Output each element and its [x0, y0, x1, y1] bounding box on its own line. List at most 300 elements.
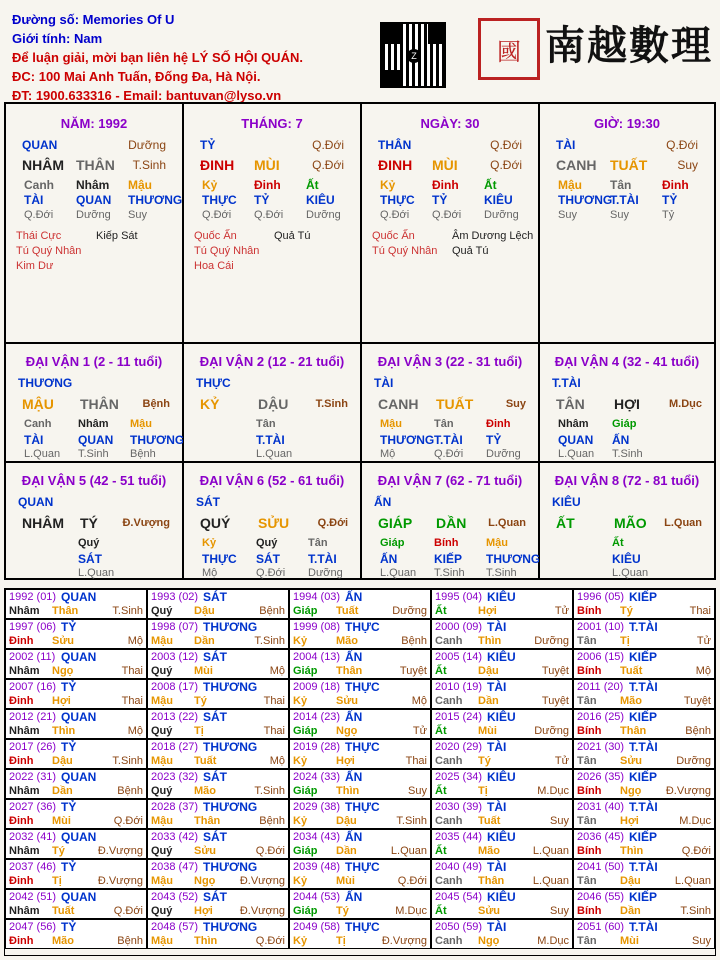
dai-van-branch: SỬU [258, 515, 290, 531]
hidden-stem: Tân [308, 537, 328, 549]
pillar-cell [5, 103, 183, 343]
year-stem: Đinh [9, 755, 34, 767]
year-stage: Tuyệt [399, 665, 427, 677]
name-label: Đường số: [12, 12, 80, 27]
star-label: Tú Quý Nhân [16, 245, 82, 257]
year-stem: Kỷ [293, 755, 308, 767]
year-stage: Thai [405, 755, 427, 767]
year-stage: Thai [689, 605, 711, 617]
year-branch: Mão [52, 935, 74, 947]
hidden-stem: Tân [434, 418, 454, 430]
hidden-stage: Dưỡng [308, 567, 343, 579]
year-god: KIẾP [629, 710, 658, 724]
pillar-title: THÁNG: 7 [241, 116, 303, 131]
year-stem: Ất [435, 665, 447, 677]
year-label: 2019 (28) [293, 741, 341, 753]
year-branch: Hợi [620, 815, 639, 827]
year-stem: Mậu [151, 755, 173, 767]
year-branch: Tý [194, 695, 207, 707]
star-label: Tú Quý Nhân [372, 245, 438, 257]
hidden-god: QUAN [76, 193, 112, 207]
year-cell [147, 889, 289, 919]
year-cell [5, 739, 147, 769]
hidden-stem: Đinh [662, 178, 689, 192]
year-cell [5, 769, 147, 799]
year-label: 2008 (17) [151, 681, 199, 693]
year-label: 1992 (01) [9, 591, 57, 603]
year-stem: Canh [435, 815, 463, 827]
star-label: Quả Tú [452, 245, 489, 257]
year-branch: Thân [336, 665, 363, 677]
year-stem: Nhâm [9, 725, 40, 737]
year-branch: Mùi [478, 725, 497, 737]
year-god: THƯƠNG [203, 800, 258, 814]
year-god: QUAN [61, 710, 97, 724]
year-branch: Ngọ [478, 935, 500, 947]
year-god: TÀI [487, 860, 507, 874]
pillar-branch: TUẤT [610, 157, 648, 173]
year-label: 1997 (06) [9, 621, 57, 633]
hidden-stage: Q.Đới [432, 209, 462, 221]
hidden-stem: Tân [256, 418, 276, 430]
year-stage: Bệnh [401, 635, 427, 647]
hidden-god: KIÊU [612, 552, 641, 566]
dai-van-god: THƯƠNG [18, 376, 73, 390]
year-branch: Sửu [620, 755, 643, 767]
year-branch: Hợi [52, 695, 71, 707]
year-branch: Mão [478, 845, 500, 857]
year-stage: Suy [550, 905, 569, 917]
year-branch: Tuất [52, 905, 75, 917]
dai-van-god: TÀI [374, 376, 394, 390]
year-branch: Thìn [194, 935, 218, 947]
year-stage: Thai [121, 665, 143, 677]
year-stage: Mộ [127, 725, 143, 737]
year-label: 2006 (15) [577, 651, 625, 663]
year-god: TÀI [487, 740, 507, 754]
hidden-god: ẤN [380, 552, 398, 566]
year-branch: Tị [620, 635, 630, 647]
year-label: 2041 (50) [577, 861, 625, 873]
hidden-god: TỶ [662, 193, 678, 207]
year-label: 2022 (31) [9, 771, 57, 783]
year-branch: Sửu [194, 845, 217, 857]
year-god: T.TÀI [629, 800, 658, 814]
year-branch: Tị [336, 935, 346, 947]
dai-van-stage: L.Quan [488, 517, 526, 529]
year-stem: Nhâm [9, 845, 40, 857]
hidden-god: TỶ [432, 193, 448, 207]
pillar-stage-top: Dưỡng [128, 138, 166, 152]
year-label: 2012 (21) [9, 711, 57, 723]
hidden-stem: Mậu [128, 178, 152, 192]
hidden-stage: L.Quan [612, 567, 649, 579]
year-label: 2027 (36) [9, 801, 57, 813]
pillar-god: QUAN [22, 138, 58, 152]
year-label: 2013 (22) [151, 711, 199, 723]
year-label: 2043 (52) [151, 891, 199, 903]
year-label: 2000 (09) [435, 621, 483, 633]
year-cell [289, 859, 431, 889]
year-stage: Q.Đới [255, 935, 285, 947]
dai-van-god: KIÊU [552, 495, 581, 509]
star-label: Quốc Ấn [372, 230, 415, 242]
year-label: 1995 (04) [435, 591, 483, 603]
year-cell [147, 769, 289, 799]
star-label: Âm Dương Lệch [452, 230, 534, 242]
year-stage: Q.Đới [113, 815, 143, 827]
year-stem: Ất [435, 905, 447, 917]
hidden-stem: Canh [24, 418, 52, 430]
year-label: 2036 (45) [577, 831, 625, 843]
year-god: THỰC [345, 860, 380, 874]
year-label: 2021 (30) [577, 741, 625, 753]
dai-van-stage: Bệnh [142, 398, 170, 410]
year-branch: Dậu [336, 815, 357, 827]
dai-van-stage: L.Quan [664, 517, 702, 529]
year-god: TÀI [487, 620, 507, 634]
year-cell [431, 589, 573, 619]
year-stem: Giáp [293, 725, 318, 737]
year-label: 1993 (02) [151, 591, 199, 603]
year-branch: Tuất [478, 815, 501, 827]
pillar-stage-mid: Q.Đới [490, 158, 522, 172]
year-stage: T.Sinh [112, 605, 143, 617]
year-god: KIẾP [629, 830, 658, 844]
year-stage: Tuyệt [541, 695, 569, 707]
year-cell [431, 679, 573, 709]
year-stem: Tân [577, 635, 597, 647]
star-label: Quả Tú [274, 230, 311, 242]
year-god: QUAN [61, 650, 97, 664]
hidden-stem: Giáp [612, 418, 637, 430]
year-stem: Quý [151, 725, 173, 737]
year-cell [573, 769, 715, 799]
year-stem: Tân [577, 755, 597, 767]
year-branch: Thân [620, 725, 647, 737]
year-stem: Tân [577, 875, 597, 887]
hidden-stage: Q.Đới [202, 209, 232, 221]
year-god: QUAN [61, 770, 97, 784]
year-cell [573, 829, 715, 859]
hidden-stage: Suy [128, 209, 147, 221]
header [0, 0, 720, 103]
year-stem: Ất [435, 845, 447, 857]
year-god: T.TÀI [629, 620, 658, 634]
year-cell [573, 619, 715, 649]
year-label: 2035 (44) [435, 831, 483, 843]
dai-van-title: ĐẠI VẬN 8 (72 - 81 tuổi) [554, 473, 700, 488]
year-god: TÀI [487, 680, 507, 694]
year-stage: Q.Đới [113, 905, 143, 917]
year-label: 2049 (58) [293, 921, 341, 933]
year-god: TÀI [487, 920, 507, 934]
year-cell [147, 799, 289, 829]
year-cell [289, 889, 431, 919]
year-cell [147, 919, 289, 949]
year-stage: Đ.Vượng [381, 935, 427, 947]
year-branch: Sửu [478, 905, 501, 917]
dai-van-stage: Suy [505, 398, 526, 410]
year-stem: Đinh [9, 815, 34, 827]
address-line: ĐC: 100 Mai Anh Tuấn, Đống Đa, Hà Nội. [12, 69, 261, 84]
year-branch: Ngọ [620, 785, 642, 797]
year-cell [431, 769, 573, 799]
year-branch: Thân [52, 605, 79, 617]
year-label: 2020 (29) [435, 741, 483, 753]
dai-van-title: ĐẠI VẬN 3 (22 - 31 tuổi) [377, 354, 523, 369]
dai-van-cell [539, 462, 715, 579]
year-stem: Ất [435, 605, 447, 617]
year-god: TỶ [61, 740, 77, 754]
hidden-stage: L.Quan [380, 567, 417, 579]
year-stage: Suy [550, 815, 569, 827]
year-branch: Tuất [194, 755, 217, 767]
qr-code-icon: Z [380, 22, 446, 88]
hidden-stem: Mậu [130, 418, 152, 430]
year-cell [573, 649, 715, 679]
star-label: Tú Quý Nhân [194, 245, 260, 257]
hidden-god: THỰC [380, 193, 415, 207]
year-branch: Thìn [620, 845, 644, 857]
pillar-stage-mid: Suy [677, 158, 698, 172]
hidden-god: T.TÀI [308, 552, 337, 566]
pillar-cell [361, 103, 539, 343]
dai-van-branch: TÝ [80, 515, 98, 531]
year-label: 2001 (10) [577, 621, 625, 633]
dai-van-stem: ẤT [556, 515, 575, 531]
year-stage: Đ.Vượng [239, 875, 285, 887]
year-stage: Tử [412, 725, 427, 737]
year-cell [573, 889, 715, 919]
hidden-stem: Đinh [486, 418, 511, 430]
year-stem: Bính [577, 905, 602, 917]
hidden-stage: Q.Đới [434, 448, 464, 460]
year-label: 2011 (20) [577, 681, 624, 693]
hidden-stage: Dưỡng [76, 209, 111, 221]
year-stage: Tử [554, 605, 569, 617]
year-stem: Đinh [9, 875, 34, 887]
year-cell [431, 739, 573, 769]
year-god: KIẾP [629, 650, 658, 664]
year-stem: Đinh [9, 695, 34, 707]
hidden-stem: Giáp [380, 537, 405, 549]
year-cell [573, 739, 715, 769]
year-branch: Mùi [52, 815, 71, 827]
year-branch: Tị [194, 725, 204, 737]
year-stem: Quý [151, 905, 173, 917]
year-label: 1994 (03) [293, 591, 341, 603]
year-stem: Quý [151, 845, 173, 857]
dai-van-stem: NHÂM [22, 515, 64, 531]
year-god: QUAN [61, 890, 97, 904]
hidden-stem: Nhâm [76, 178, 110, 192]
year-cell [289, 799, 431, 829]
hidden-god: TỶ [486, 433, 502, 447]
pillar-branch: MÙI [254, 157, 280, 173]
year-cell [5, 709, 147, 739]
year-stem: Kỷ [293, 815, 308, 827]
hidden-stem: Kỷ [202, 537, 217, 549]
dai-van-stage: M.Dục [669, 398, 702, 410]
year-branch: Dậu [52, 755, 73, 767]
year-label: 2047 (56) [9, 921, 57, 933]
hidden-stage: Mộ [202, 567, 218, 579]
year-branch: Thìn [52, 725, 76, 737]
brand-logo: 南越數理 [545, 22, 713, 69]
year-cell [431, 919, 573, 949]
pillar-god: TỶ [200, 138, 216, 152]
hidden-god: KIÊU [484, 193, 513, 207]
year-stage: L.Quan [674, 875, 711, 887]
phone-email-line: ĐT: 1900.633316 - Email: bantuvan@lyso.vn [12, 88, 282, 103]
year-label: 2051 (60) [577, 921, 625, 933]
year-god: SÁT [203, 710, 227, 724]
year-god: KIÊU [487, 890, 516, 904]
year-branch: Tị [52, 875, 62, 887]
year-label: 2024 (33) [293, 771, 341, 783]
year-branch: Mão [336, 635, 358, 647]
year-branch: Tị [478, 785, 488, 797]
year-branch: Hợi [478, 605, 497, 617]
year-label: 2003 (12) [151, 651, 199, 663]
year-cell [5, 649, 147, 679]
star-label: Kiếp Sát [96, 230, 138, 242]
year-cell [289, 739, 431, 769]
hidden-stem: Quý [256, 537, 278, 549]
pillar-cell [539, 103, 715, 343]
year-stem: Bính [577, 665, 602, 677]
year-god: ẤN [345, 770, 363, 784]
dai-van-god: THỰC [196, 376, 231, 390]
hidden-stage: Q.Đới [24, 209, 54, 221]
dai-van-branch: TUẤT [436, 396, 474, 412]
year-god: SÁT [203, 770, 227, 784]
year-cell [289, 589, 431, 619]
year-god: QUAN [61, 830, 97, 844]
year-label: 2044 (53) [293, 891, 341, 903]
hidden-stage: L.Quan [558, 448, 595, 460]
hidden-stem: Nhâm [558, 418, 589, 430]
hidden-god: T.TÀI [256, 433, 285, 447]
hidden-stem: Ất [612, 537, 624, 549]
dai-van-cell [361, 343, 539, 462]
year-cell [147, 709, 289, 739]
year-label: 2007 (16) [9, 681, 57, 693]
year-god: KIÊU [487, 590, 516, 604]
year-god: T.TÀI [629, 680, 658, 694]
year-branch: Mùi [336, 875, 355, 887]
hidden-god: QUAN [78, 433, 114, 447]
star-label: Thái Cực [16, 230, 62, 242]
gender-value: Nam [73, 31, 103, 46]
year-label: 2030 (39) [435, 801, 483, 813]
year-branch: Mão [194, 785, 216, 797]
year-cell [147, 739, 289, 769]
hidden-stage: L.Quan [24, 448, 61, 460]
dai-van-god: SÁT [196, 495, 220, 509]
year-label: 2039 (48) [293, 861, 341, 873]
hidden-stage: L.Quan [78, 567, 115, 579]
year-stem: Mậu [151, 875, 173, 887]
year-cell [573, 919, 715, 949]
year-stem: Mậu [151, 635, 173, 647]
year-label: 2048 (57) [151, 921, 199, 933]
year-stage: Bệnh [259, 605, 285, 617]
year-god: THƯƠNG [203, 620, 258, 634]
pillar-title: GIỜ: 19:30 [593, 116, 660, 131]
year-label: 2009 (18) [293, 681, 341, 693]
year-stage: Suy [692, 935, 711, 947]
hidden-stem: Đinh [432, 178, 459, 192]
year-stage: T.Sinh [254, 785, 285, 797]
year-god: SÁT [203, 590, 227, 604]
dai-van-stem: QUÝ [200, 515, 231, 531]
year-god: T.TÀI [629, 740, 658, 754]
dai-van-stem: TÂN [556, 396, 585, 412]
year-label: 2010 (19) [435, 681, 483, 693]
hidden-stem: Nhâm [78, 418, 109, 430]
year-cell [289, 769, 431, 799]
year-label: 2025 (34) [435, 771, 483, 783]
year-stage: Suy [408, 785, 427, 797]
year-stem: Canh [435, 635, 463, 647]
hidden-god: QUAN [558, 433, 594, 447]
hidden-god: THƯƠNG [128, 193, 183, 207]
hidden-stem: Tân [610, 178, 632, 192]
year-god: TỶ [61, 860, 77, 874]
year-label: 2032 (41) [9, 831, 57, 843]
pillar-branch: THÂN [76, 157, 115, 173]
dai-van-title: ĐẠI VẬN 2 (12 - 21 tuổi) [199, 354, 345, 369]
hidden-stem: Ất [484, 178, 497, 192]
year-branch: Dậu [478, 665, 499, 677]
year-god: SÁT [203, 650, 227, 664]
info-block [12, 10, 303, 105]
year-stem: Giáp [293, 905, 318, 917]
year-label: 2028 (37) [151, 801, 199, 813]
hidden-god: SÁT [256, 552, 280, 566]
star-label: Hoa Cái [194, 260, 234, 272]
year-label: 2038 (47) [151, 861, 199, 873]
year-branch: Dần [194, 635, 215, 647]
pillar-stage-mid: Q.Đới [312, 158, 344, 172]
year-stem: Đinh [9, 935, 34, 947]
year-god: KIẾP [629, 890, 658, 904]
year-stage: T.Sinh [112, 755, 143, 767]
year-god: KIẾP [629, 590, 658, 604]
dai-van-stage: T.Sinh [315, 398, 348, 410]
dai-van-title: ĐẠI VẬN 7 (62 - 71 tuổi) [377, 473, 523, 488]
year-god: TỶ [61, 800, 77, 814]
year-stage: Bệnh [685, 725, 711, 737]
year-branch: Dậu [620, 875, 641, 887]
year-branch: Tý [620, 605, 633, 617]
year-label: 1999 (08) [293, 621, 341, 633]
dai-van-stem: CANH [378, 396, 419, 412]
year-stage: Q.Đới [681, 845, 711, 857]
year-label: 1996 (05) [577, 591, 625, 603]
year-branch: Hợi [336, 755, 355, 767]
pillar-god: TÀI [556, 138, 576, 152]
dai-van-cell [183, 343, 361, 462]
year-stem: Canh [435, 875, 463, 887]
gender-label: Giới tính: [12, 31, 71, 46]
year-stage: T.Sinh [396, 815, 427, 827]
pillar-branch: MÙI [432, 157, 458, 173]
year-stem: Ất [435, 725, 447, 737]
annual-luck-grid [4, 588, 716, 956]
